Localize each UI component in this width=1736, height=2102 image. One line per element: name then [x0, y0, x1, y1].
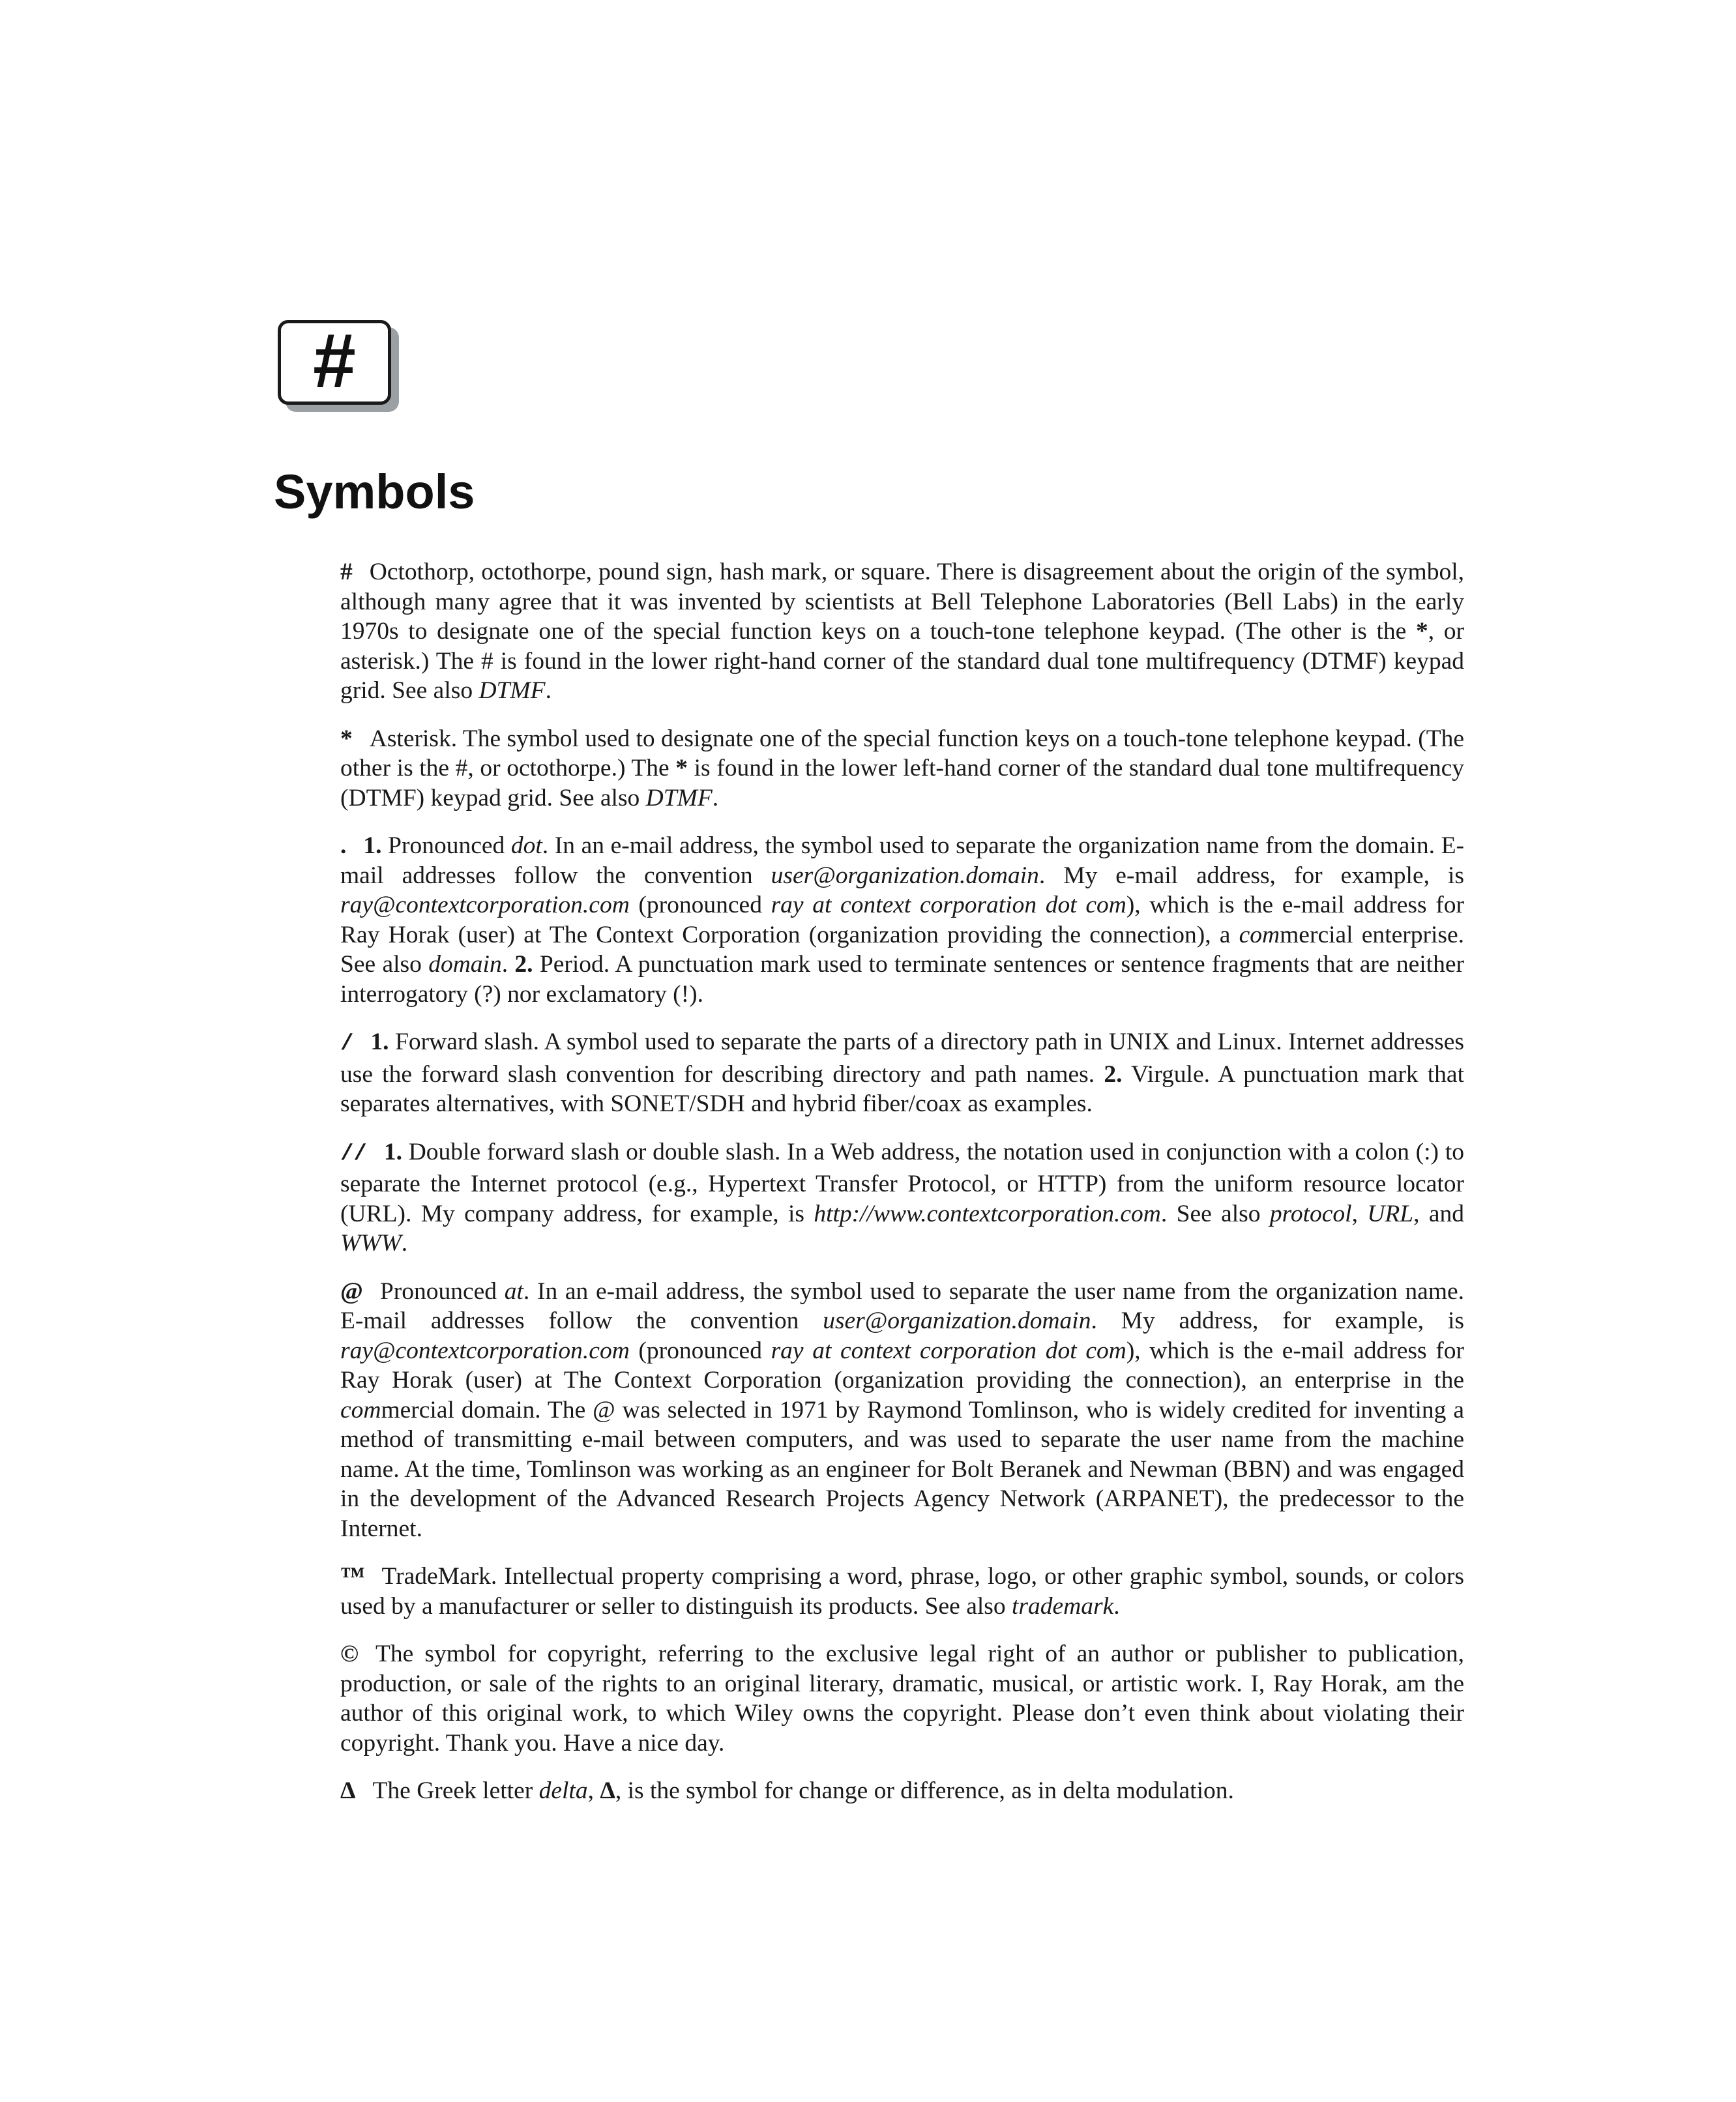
- keycap-glyph: #: [313, 318, 356, 404]
- entry-text: . In an e-mail address, the symbol used to separate the organization name from the domain. E-mail addresses follow the convention: [340, 832, 1464, 889]
- entry-text: Virgule. A punctuation mark that separates alternatives, with SONET/SDH and hybrid fiber/coax as examples.: [340, 1060, 1464, 1117]
- entry-symbol: ©: [340, 1641, 359, 1667]
- italic-term: ray at context corporation dot com: [771, 892, 1126, 918]
- entry-copyright: [340, 1639, 1464, 1758]
- sense-number: 2.: [1104, 1060, 1123, 1088]
- delta-symbol: Δ: [600, 1777, 615, 1804]
- sense-number: 1.: [370, 1029, 389, 1055]
- entry-symbol: #: [340, 559, 353, 585]
- italic-term: http://www.contextcorporation.com: [814, 1200, 1161, 1227]
- entry-double-slash: [340, 1137, 1464, 1259]
- entry-text: Pronounced: [379, 1277, 505, 1305]
- entry-text: mercial enterprise. See also: [340, 921, 1464, 978]
- entry-text: Asterisk. The symbol used to designate one of the special function keys on a touch-tone telephone keypad. (The other is the #, or octothorpe.) The: [340, 725, 1464, 781]
- hash-keycap-icon: [278, 320, 391, 405]
- entry-text: .: [501, 951, 515, 978]
- entry-symbol: ™: [340, 1563, 365, 1590]
- entry-text: ,: [1351, 1200, 1368, 1227]
- cross-reference: domain: [428, 951, 502, 978]
- cross-reference: URL: [1367, 1200, 1414, 1227]
- entry-symbol: *: [340, 725, 353, 752]
- entry-text: (pronounced: [629, 1337, 771, 1364]
- glossary-entries: [340, 557, 1464, 1824]
- entry-text: is found in the lower left-hand corner of the standard dual tone multifrequency (DTMF) keypad grid. See also: [340, 755, 1464, 811]
- italic-term: user@organization.domain: [823, 1307, 1091, 1334]
- chapter-title: Symbols: [274, 465, 475, 519]
- entry-text: . My e-mail address, for example, is: [1038, 862, 1464, 889]
- asterisk-symbol: *: [675, 755, 688, 781]
- italic-term: ray at context corporation dot com: [771, 1337, 1126, 1364]
- entry-text: , or asterisk.) The # is found in the lower right-hand corner of the standard dual tone multifrequency (DTMF) keypad grid. See also: [340, 618, 1464, 704]
- entry-text: .: [1113, 1592, 1120, 1620]
- entry-text: Octothorp, octothorpe, pound sign, hash mark, or square. There is disagreement about the origin of the symbol, although many agree that it was invented by scientists at Bell Telephone Laboratories (Bell Labs) in the early 1970s to designate one of the special function keys on a touch-tone telephone keypad. (The other is the: [340, 559, 1464, 645]
- entry-symbol: .: [340, 832, 347, 859]
- italic-term: at: [504, 1277, 523, 1305]
- entry-text: ,: [587, 1777, 600, 1804]
- entry-symbol: Δ: [340, 1777, 356, 1804]
- asterisk-symbol: *: [1415, 618, 1428, 645]
- sense-number: 1.: [383, 1138, 402, 1165]
- cross-reference: protocol: [1269, 1200, 1352, 1227]
- italic-term: com: [1239, 921, 1280, 948]
- entry-text: . In an e-mail address, the symbol used to separate the user name from the organization name. E-mail addresses follow the convention: [340, 1277, 1465, 1334]
- entry-octothorpe: [340, 557, 1464, 706]
- entry-forward-slash: [340, 1027, 1464, 1119]
- entry-text: , and: [1413, 1200, 1465, 1227]
- entry-text: Double forward slash or double slash. In a Web address, the notation used in conjunction with a colon (:) to separate the Internet protocol (e.g., Hypertext Transfer Protocol, or HTTP) from the uniform resource locator (URL). My company address, for example, is: [340, 1138, 1464, 1227]
- cross-reference: DTMF: [645, 784, 713, 811]
- cross-reference: DTMF: [478, 677, 546, 704]
- entry-text: Pronounced: [381, 832, 511, 859]
- entry-symbol: @: [340, 1277, 363, 1305]
- entry-text: Period. A punctuation mark used to terminate sentences or sentence fragments that are neither interrogatory (?) nor exclamatory (!).: [340, 951, 1464, 1008]
- italic-term: ray@contextcorporation.com: [340, 892, 630, 918]
- entry-text: , is the symbol for change or difference, as in delta modulation.: [615, 1777, 1234, 1804]
- sense-number: 1.: [363, 832, 382, 859]
- entry-text: (pronounced: [629, 892, 771, 918]
- italic-term: dot: [510, 832, 542, 859]
- entry-delta: [340, 1776, 1464, 1806]
- entry-text: . See also: [1160, 1200, 1270, 1227]
- entry-text: .: [401, 1230, 408, 1257]
- italic-term: ray@contextcorporation.com: [340, 1337, 630, 1364]
- entry-text: The Greek letter: [372, 1777, 539, 1804]
- entry-dot: [340, 831, 1464, 1009]
- entry-text: .: [545, 677, 552, 704]
- entry-text: ), which is the e-mail address for Ray Horak (user) at The Context Corporation (organization providing the connection), a: [340, 892, 1464, 948]
- entry-symbol: //: [340, 1141, 367, 1167]
- entry-trademark: [340, 1562, 1464, 1621]
- italic-term: user@organization.domain: [771, 862, 1039, 889]
- entry-text: Forward slash. A symbol used to separate the parts of a directory path in UNIX and Linux. Internet addresses use the forward slash convention for describing directory and path names.: [340, 1029, 1464, 1088]
- entry-text: mercial domain. The @ was selected in 1971 by Raymond Tomlinson, who is widely credited for inventing a method of transmitting e-mail between computers, and was used to separate the user name from the machine name. At the time, Tomlinson was working as an engineer for Bolt Beranek and Newman (BBN) and was engaged in the development of the Advanced Research Projects Agency Network (ARPANET), the predecessor to the Internet.: [340, 1396, 1464, 1542]
- cross-reference: WWW: [340, 1230, 402, 1257]
- entry-asterisk: [340, 724, 1464, 813]
- entry-text: TradeMark. Intellectual property comprising a word, phrase, logo, or other graphic symbol, sounds, or colors used by a manufacturer or seller to distinguish its products. See also: [340, 1563, 1464, 1620]
- entry-text: .: [712, 784, 719, 811]
- entry-at-sign: [340, 1277, 1464, 1544]
- sense-number: 2.: [514, 951, 533, 978]
- cross-reference: trademark: [1012, 1592, 1114, 1620]
- italic-term: com: [340, 1396, 381, 1423]
- entry-text: ), which is the e-mail address for Ray Horak (user) at The Context Corporation (organization providing the connection), an enterprise in the: [340, 1337, 1464, 1394]
- italic-term: delta: [538, 1777, 588, 1804]
- entry-text: . My address, for example, is: [1091, 1307, 1464, 1334]
- entry-symbol: /: [340, 1032, 354, 1057]
- entry-text: The symbol for copyright, referring to the exclusive legal right of an author or publisher to publication, production, or sale of the rights to an original literary, dramatic, musical, or artistic work. I, Ray Horak, am the author of this original work, to which Wiley owns the copyright. Please don’t even think about violating their copyright. Thank you. Have a nice day.: [340, 1641, 1464, 1757]
